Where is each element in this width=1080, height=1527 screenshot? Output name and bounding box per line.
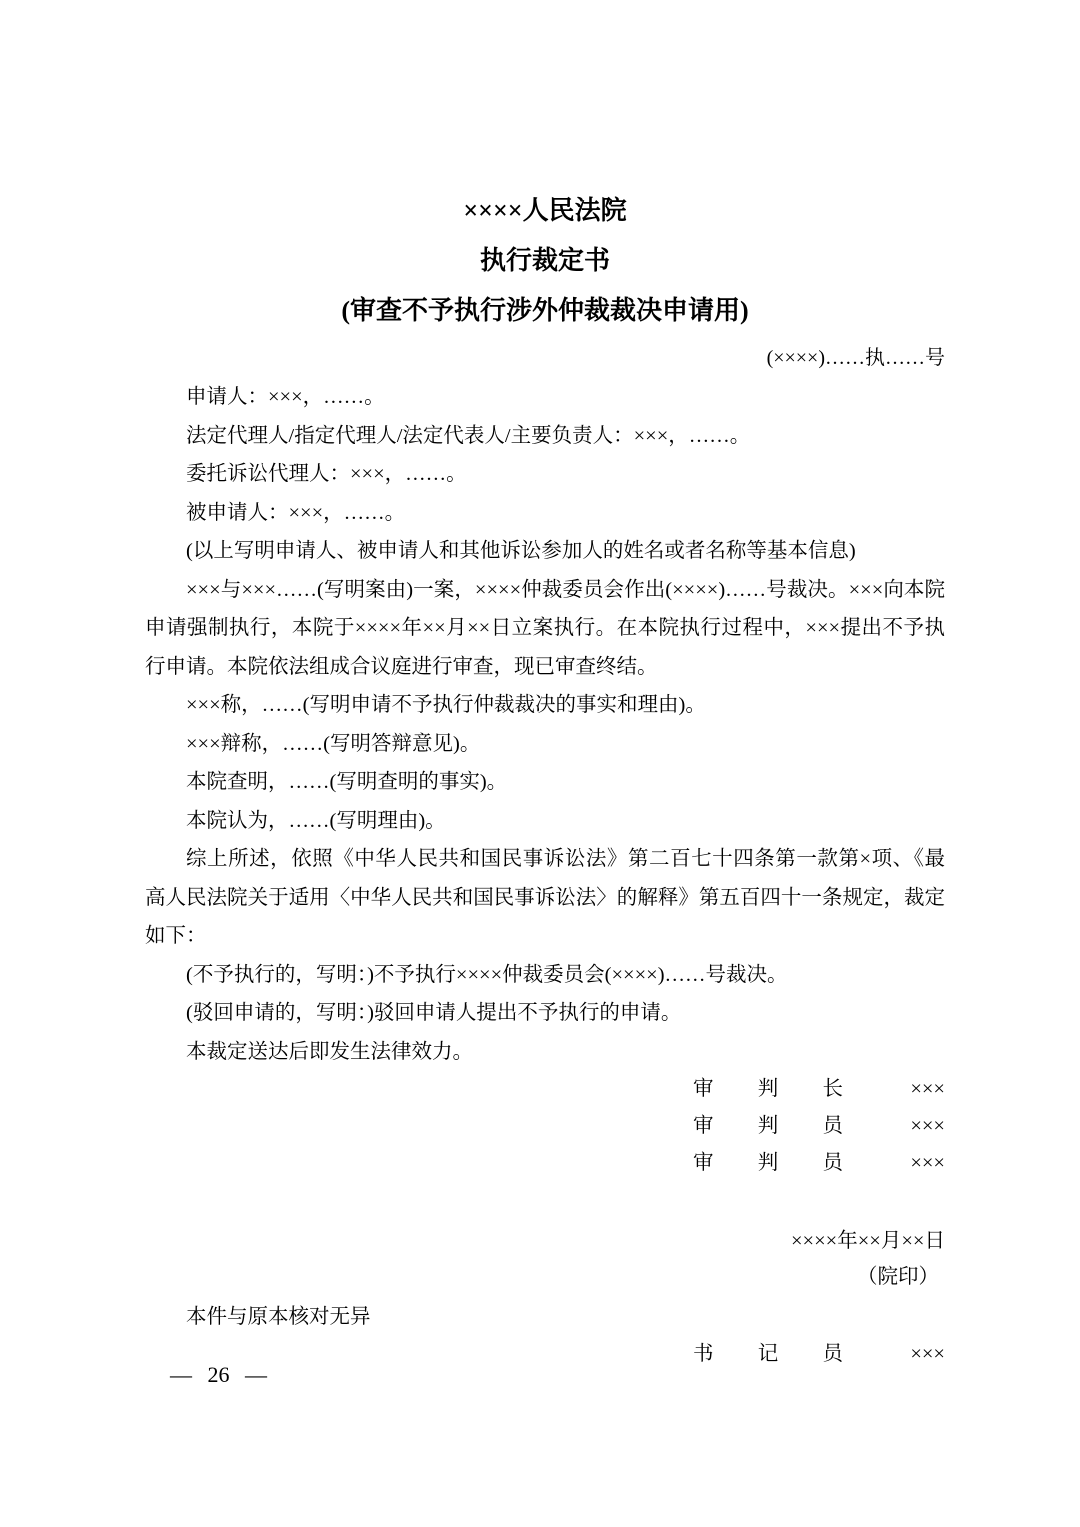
signature-row	[693, 1108, 945, 1145]
signature-name: ×××	[910, 1343, 945, 1365]
page-number: — 26 —	[170, 1362, 267, 1387]
paragraph: (驳回申请的，写明：)驳回申请人提出不予执行的申请。	[186, 1002, 682, 1024]
paragraph: 综上所述，依照《中华人民共和国民事诉讼法》第二百七十四条第一款第×项、《最高人民法院关于适用〈中华人民共和国民事诉讼法〉的解释》第五百四十一条规定，裁定如下：	[145, 848, 945, 947]
paragraph: ×××辩称，……(写明答辩意见)。	[186, 732, 481, 755]
document-type-title: 执行裁定书	[479, 246, 610, 275]
signature-name: ×××	[910, 1152, 945, 1174]
document-subtitle: (审查不予执行涉外仲裁裁决申请用)	[341, 296, 749, 325]
signature-name: ×××	[910, 1078, 945, 1100]
signature-role: 审 判 员	[693, 1115, 843, 1137]
verification-note: 本件与原本核对无异	[186, 1306, 371, 1328]
paragraph: (不予执行的，写明：)不予执行××××仲裁委员会(××××)……号裁决。	[186, 963, 788, 986]
court-seal-note: （院印）	[857, 1266, 939, 1288]
date-line: ××××年××月××日	[791, 1230, 945, 1252]
signature-role: 审 判 员	[693, 1152, 843, 1174]
paragraph: 本院认为，……(写明理由)。	[186, 809, 446, 832]
court-name-title: ××××人民法院	[463, 196, 627, 225]
paragraph: 申请人：×××，……。	[186, 386, 385, 408]
body-paragraphs	[145, 378, 945, 1071]
signature-row	[693, 1336, 945, 1373]
paragraph: 被申请人：×××，……。	[186, 501, 406, 524]
signature-row	[693, 1145, 945, 1182]
paragraph: (以上写明申请人、被申请人和其他诉讼参加人的姓名或者名称等基本信息)	[186, 540, 856, 562]
signature-block	[145, 1071, 945, 1182]
paragraph: 委托诉讼代理人：×××，……。	[186, 463, 467, 485]
signature-row	[693, 1071, 945, 1108]
signature-name: ×××	[910, 1115, 945, 1137]
paragraph: 本院查明，……(写明查明的事实)。	[186, 771, 508, 793]
signature-role: 审 判 长	[693, 1078, 843, 1100]
signature-role: 书 记 员	[693, 1343, 843, 1365]
paragraph: 法定代理人/指定代理人/法定代表人/主要负责人：×××，……。	[186, 424, 751, 447]
paragraph: 本裁定送达后即发生法律效力。	[186, 1040, 473, 1063]
paragraph: ×××称，……(写明申请不予执行仲裁裁决的事实和理由)。	[186, 694, 706, 716]
case-number: (××××)……执……号	[766, 347, 945, 369]
paragraph: ×××与×××……(写明案由)一案，××××仲裁委员会作出(××××)……号裁决。×××向本院申请强制执行，本院于××××年××月××日立案执行。在本院执行过程中，×××提出不予执行申请。本院依法组成合议庭进行审查，现已审查终结。	[145, 578, 945, 678]
